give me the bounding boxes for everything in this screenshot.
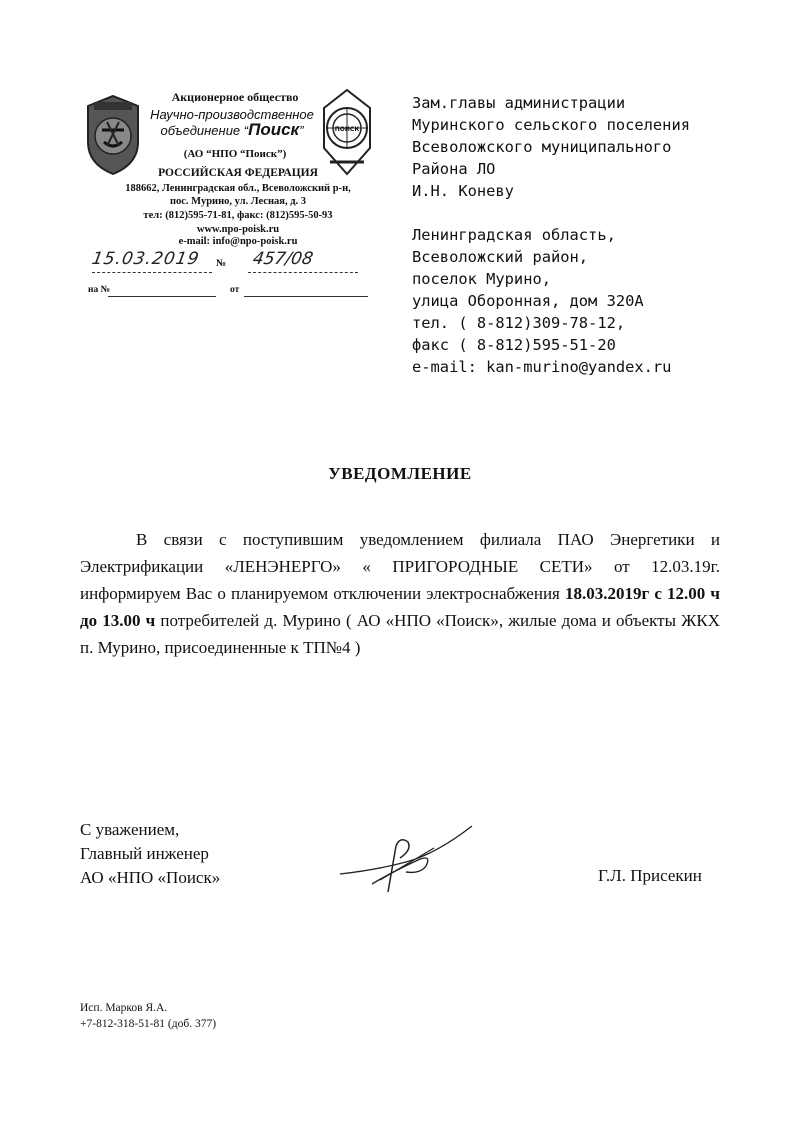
signer-name: Г.Л. Присекин	[598, 866, 702, 885]
signature-position: Главный инженер	[80, 844, 209, 863]
addressee-fax: факс ( 8-812)595-51-20	[412, 336, 616, 354]
company-brand: Поиск	[248, 120, 300, 139]
addressee-phone: тел. ( 8-812)309-78-12,	[412, 314, 626, 332]
letterhead-phones: тел: (812)595-71-81, факс: (812)595-50-93	[143, 210, 333, 221]
reg-date-handwritten: 15.03.2019	[90, 249, 202, 269]
handwritten-signature	[336, 812, 476, 902]
addressee-address-line4: улица Оборонная, дом 320А	[412, 292, 644, 310]
letterhead-org-type: Акционерное общество	[171, 90, 299, 104]
executor-block	[80, 1000, 216, 1032]
company-name-line2: объединение “Поиск”	[160, 120, 304, 139]
letterhead-country: РОССИЙСКАЯ ФЕДЕРАЦИЯ	[158, 167, 318, 179]
logo-text: ПОИСК	[334, 126, 360, 133]
addressee-name: И.Н. Коневу	[412, 182, 514, 200]
addressee-address-line1: Ленинградская область,	[412, 226, 616, 244]
reg-number-handwritten: 457/08	[251, 249, 315, 269]
body-text-part2: потребителей д. Мурино ( АО «НПО «Поиск», жилые дома и объекты ЖКХ п. Мурино, присоединенные к ТП№4 )	[80, 611, 720, 657]
addressee-address-line2: Всеволожский район,	[412, 248, 589, 266]
ref-from-label: от	[230, 285, 240, 295]
addressee-position-line1: Зам.главы администрации	[412, 94, 626, 112]
executor-name: Исп. Марков Я.А.	[80, 1002, 168, 1014]
letterhead-website: www.npo-poisk.ru	[196, 224, 280, 235]
ref-number-label: на №	[88, 285, 111, 295]
signature-organization: АО «НПО «Поиск»	[80, 868, 221, 887]
body-text-part1: В связи с поступившим уведомлением филиала ПАО Энергетики и Электрификации «ЛЕНЭНЕРГО» « ПРИГОРОДНЫЕ СЕТИ» от 12.03.19г. информируем Вас о планируемом отключении электроснабжения	[80, 530, 720, 603]
letterhead-address-line1: 188662, Ленинградская обл., Всеволожский р-н,	[125, 183, 351, 194]
reg-number-line	[248, 272, 358, 273]
body-outage-time: 18.03.2019г с 12.00 ч до 13.00 ч	[80, 584, 720, 630]
reg-number-label: №	[216, 258, 227, 269]
signature-closing: С уважением,	[80, 820, 180, 839]
letterhead-short-name: (АО “НПО “Поиск”)	[183, 148, 287, 160]
addressee-position-line2: Муринского сельского поселения	[412, 116, 690, 134]
signature-block	[80, 818, 220, 890]
addressee-email: e-mail: kan-murino@yandex.ru	[412, 358, 672, 376]
addressee-position-line4: Района ЛО	[412, 160, 496, 178]
document-title: УВЕДОМЛЕНИЕ	[328, 464, 472, 483]
ref-from-line	[244, 296, 368, 297]
addressee-address-line3: поселок Мурино,	[412, 270, 551, 288]
letterhead-email: e-mail: info@npo-poisk.ru	[178, 236, 298, 247]
letterhead-address-line2: пос. Мурино, ул. Лесная, д. 3	[169, 196, 307, 207]
addressee-position-line3: Всеволожского муниципального	[412, 138, 672, 156]
company-name-line1: Научно-производственное	[150, 107, 314, 122]
letterhead-company-name	[122, 107, 342, 138]
ref-number-line	[108, 296, 216, 297]
document-body	[80, 526, 720, 661]
executor-phone: +7-812-318-51-81 (доб. 377)	[80, 1018, 217, 1030]
